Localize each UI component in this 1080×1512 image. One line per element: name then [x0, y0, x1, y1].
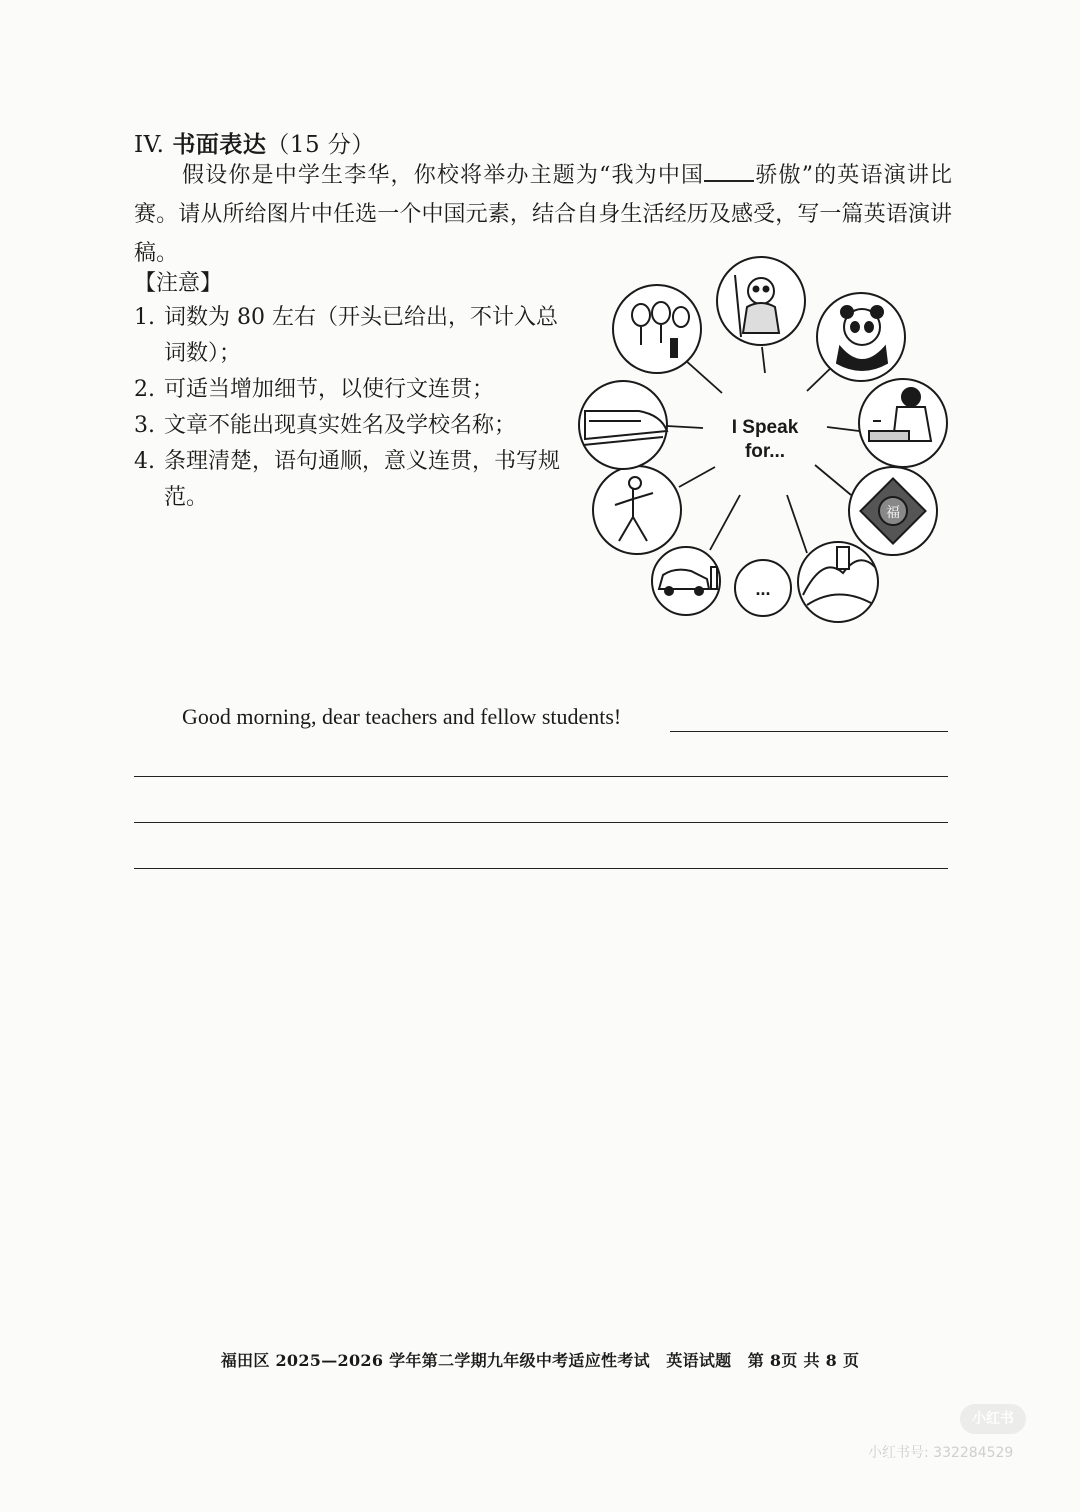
tea-ceremony-icon: [859, 379, 947, 467]
writing-line[interactable]: [670, 731, 948, 732]
notes-list: [134, 300, 564, 516]
section-score: （15 分）: [266, 132, 375, 158]
svg-text:福: 福: [886, 505, 900, 521]
fu-character-icon: [849, 467, 937, 555]
note-item: 4. 条理清楚，语句通顺，意义连贯，书写规范。: [134, 449, 561, 510]
more-elements-label: ...: [755, 579, 771, 599]
writing-line[interactable]: [134, 822, 948, 823]
writing-line[interactable]: [134, 868, 948, 869]
essay-opening: Good morning, dear teachers and fellow students!: [182, 704, 622, 729]
electric-car-icon: [652, 547, 720, 615]
writing-line[interactable]: [134, 776, 948, 777]
prompt-text-1: 假设你是中学生李华，你校将举办主题为“我为中国: [182, 163, 705, 188]
panda-icon: [817, 293, 905, 381]
chinese-elements-diagram: [575, 255, 975, 625]
lanterns-firecrackers-icon: [613, 285, 701, 373]
watermark-logo: 小红书: [960, 1404, 1026, 1434]
note-item: 3. 文章不能出现真实姓名及学校名称；: [134, 413, 517, 438]
notes-heading: 【注意】: [134, 271, 223, 296]
watermark-id: 小红书号: 332284529: [868, 1445, 1014, 1461]
prompt-text-2: 骄傲”的英语演讲比赛。请从所给图片中任选一个中国元素，结合自身生活经历及感受，写一篇英语演讲稿。: [134, 163, 952, 266]
theme-blank[interactable]: [704, 160, 754, 182]
tai-chi-icon: [593, 466, 681, 554]
monkey-king-icon: [717, 257, 805, 345]
note-item: 2. 可适当增加细节，以使行文连贯；: [134, 377, 495, 402]
great-wall-icon: [798, 542, 878, 622]
section-title: [134, 126, 375, 159]
note-item: 1. 词数为 80 左右（开头已给出，不计入总词数）；: [134, 305, 558, 366]
diagram-center-line1: I Speak: [731, 417, 799, 438]
page-footer: 福田区 2025—2026 学年第二学期九年级中考适应性考试 英语试题 第 8页 共 8 页: [220, 1351, 860, 1370]
section-name: 书面表达: [172, 131, 267, 158]
diagram-center-line2: for...: [744, 441, 786, 462]
section-number: IV.: [134, 132, 165, 158]
high-speed-train-icon: [579, 381, 667, 469]
